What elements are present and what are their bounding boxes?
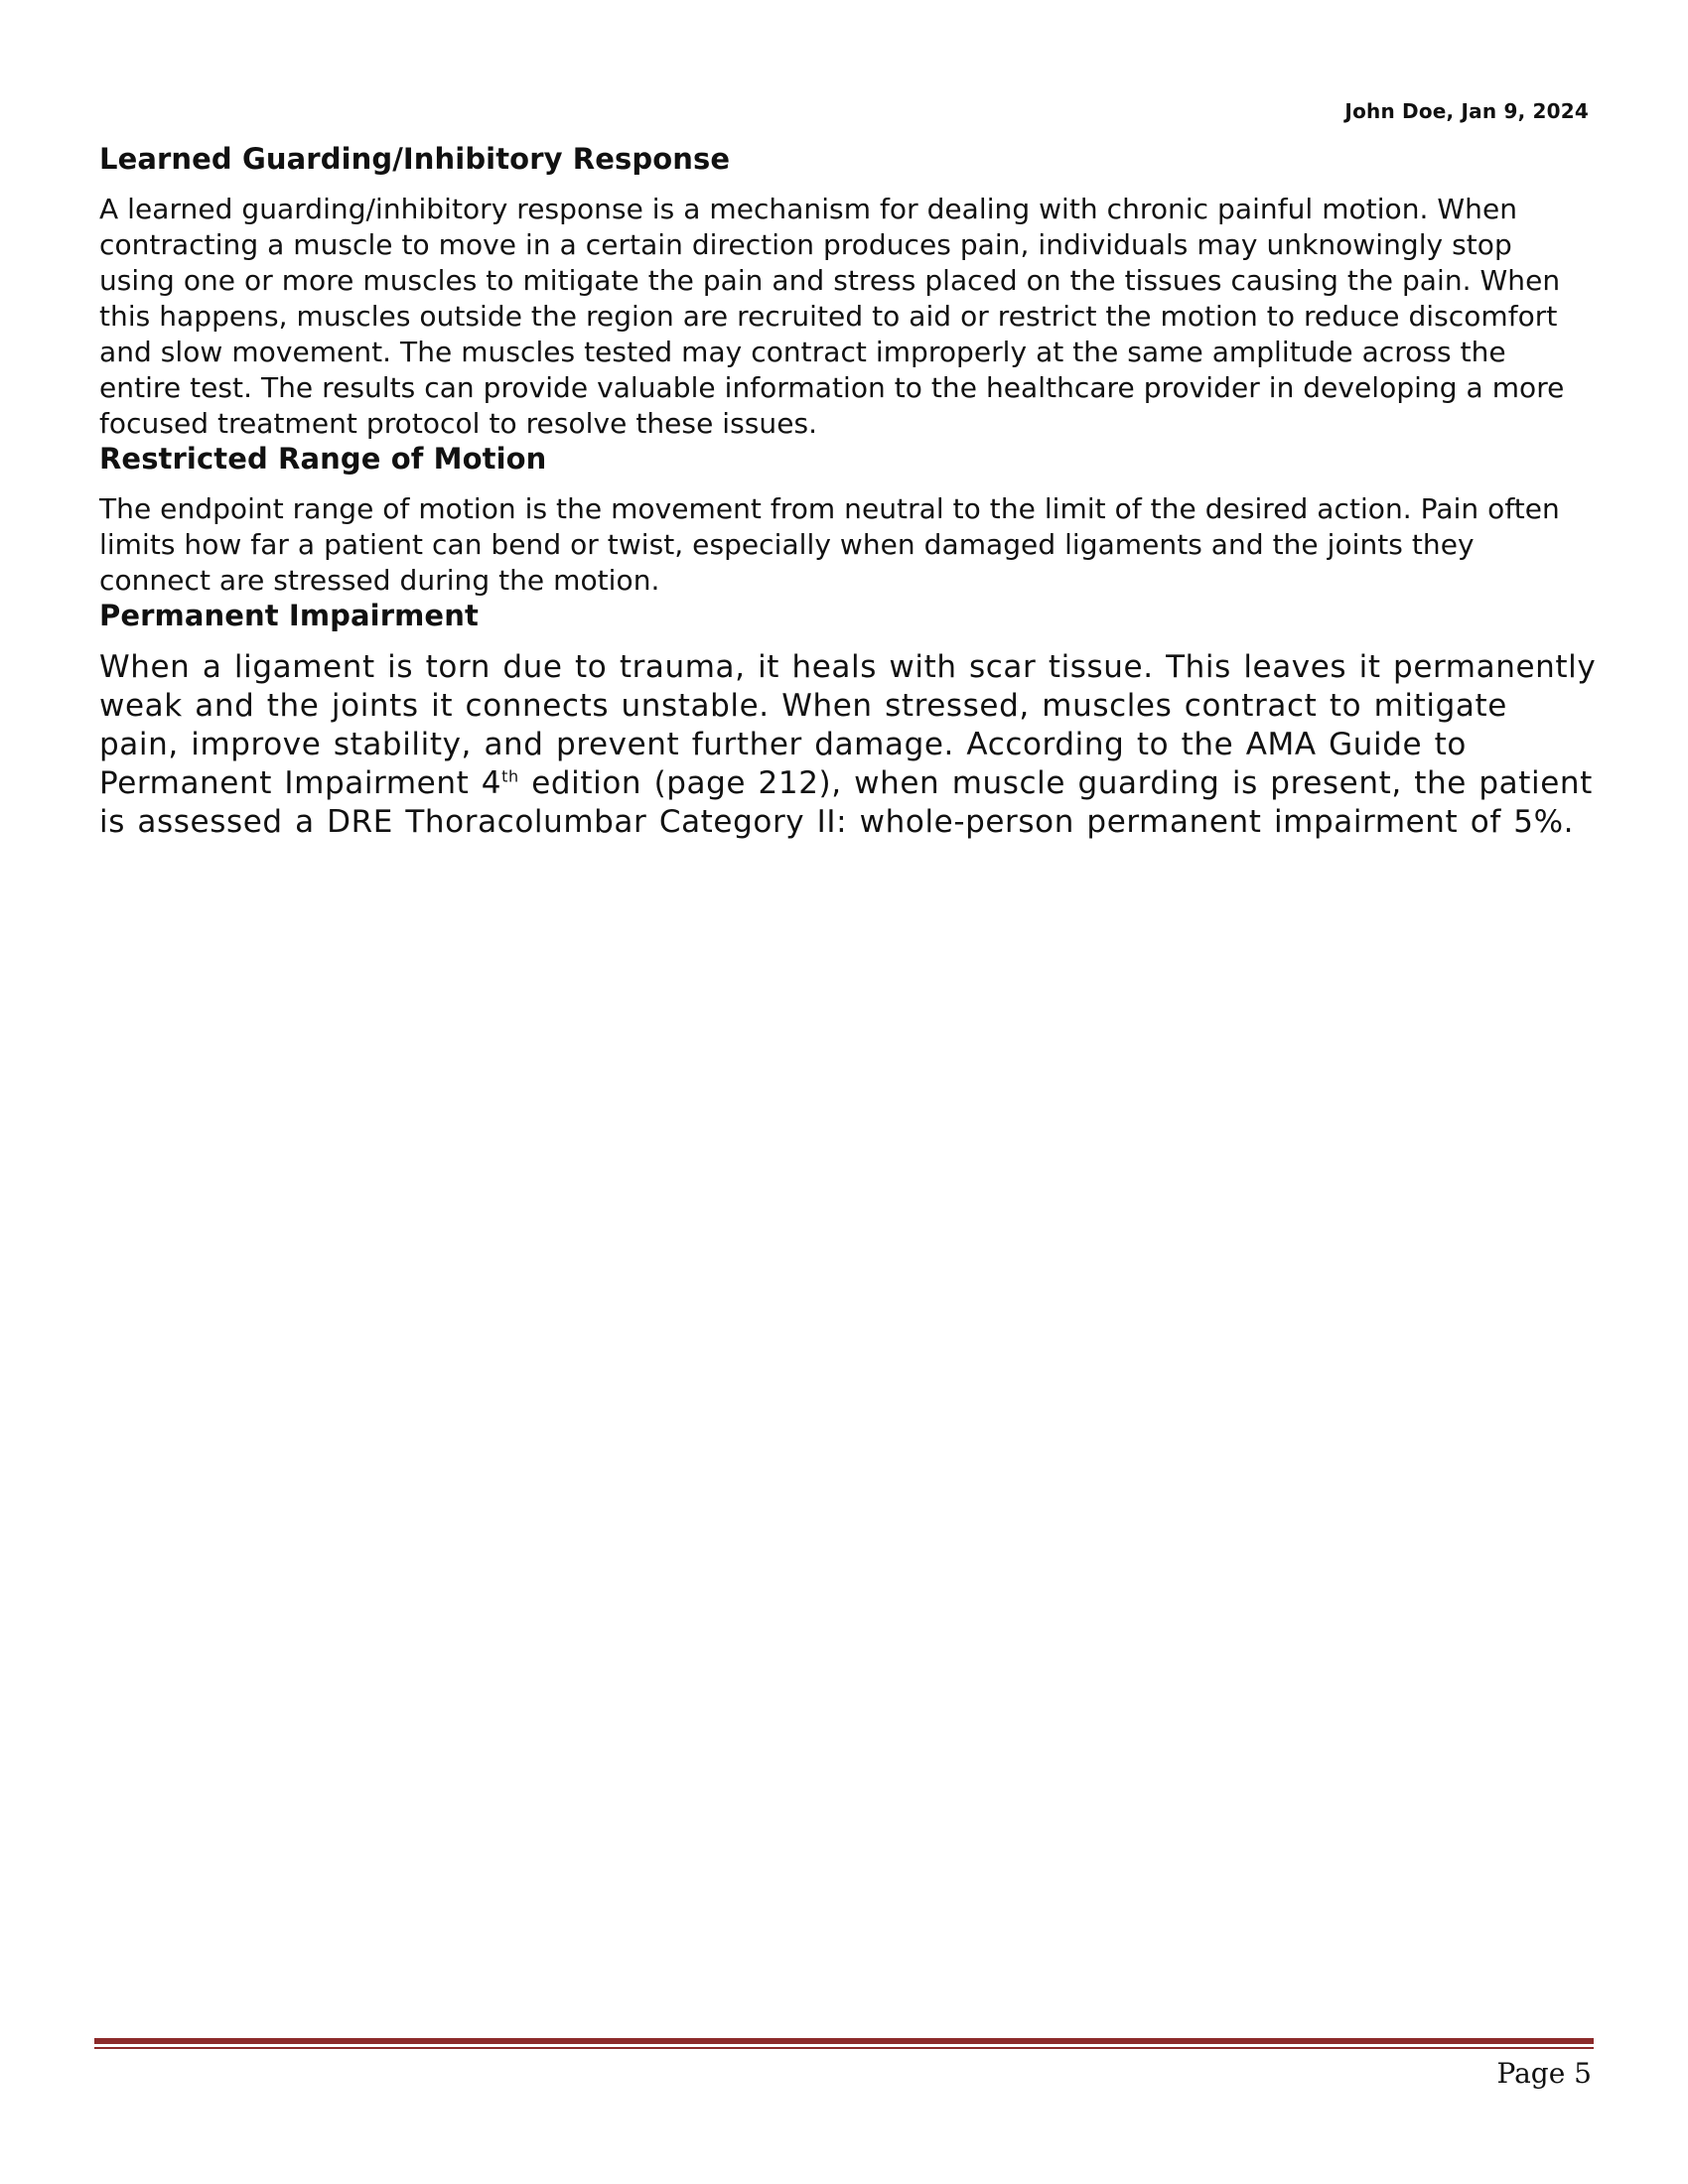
section-title: Restricted Range of Motion: [99, 442, 547, 476]
header-patient-date: John Doe, Jan 9, 2024: [1344, 99, 1589, 123]
section-title: Learned Guarding/Inhibitory Response: [99, 142, 731, 176]
footer-rule-thick: [94, 2038, 1594, 2044]
paragraph-text-part2: edition (page 212), when muscle guarding is present, the patient is assessed a DRE Thoracolumbar Category II: whole-person permanent impairment of 5%.: [99, 765, 1593, 840]
ordinal-superscript: th: [501, 766, 519, 786]
footer-rule-thin: [94, 2047, 1594, 2049]
section-paragraph: A learned guarding/inhibitory response is a mechanism for dealing with chronic painful motion. When contracting a muscle to move in a certain direction produces pain, individuals may unknowingly stop using one or more muscles to mitigate the pain and stress placed on the tissues causing the pain. When this happens, muscles outside the region are recruited to aid or restrict the motion to reduce discomfort and slow movement. The muscles tested may contract improperly at the same amplitude across the entire test. The results can provide valuable information to the healthcare provider in developing a more focused treatment protocol to resolve these issues.: [99, 193, 1565, 440]
section-paragraph: The endpoint range of motion is the movement from neutral to the limit of the desired action. Pain often limits how far a patient can bend or twist, especially when damaged ligaments and the joints they connect are stressed during the motion.: [99, 492, 1560, 597]
section-paragraph: [99, 648, 1599, 842]
section-restricted-range: [99, 442, 1589, 599]
paragraph-text-part1: When a ligament is torn due to trauma, it heals with scar tissue. This leaves it permanently weak and the joints it connects unstable. When stressed, muscles contract to mitigate pain, improve stability, and prevent further damage. According to the AMA Guide to Permanent Impairment 4: [99, 649, 1597, 801]
document-body: [99, 142, 1597, 842]
section-learned-guarding: [99, 142, 1589, 442]
section-title: Permanent Impairment: [99, 599, 479, 632]
section-permanent-impairment: [99, 599, 1597, 842]
page-number: Page 5: [1496, 2057, 1592, 2090]
